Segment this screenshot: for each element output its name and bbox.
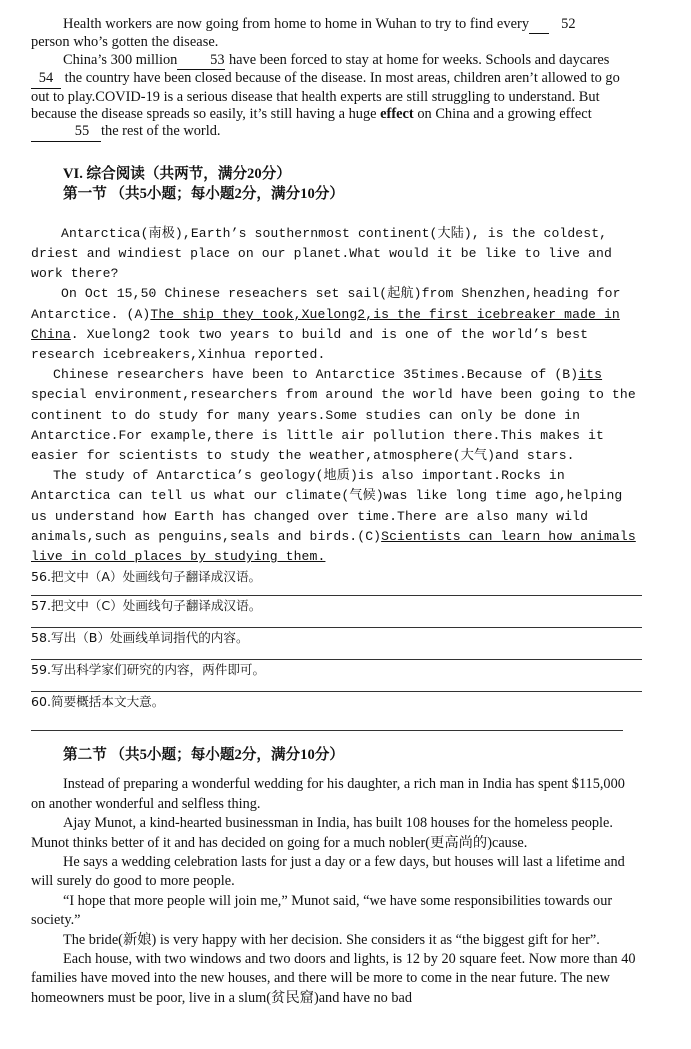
cloze-text: the country have been closed because of the disease. In most areas, children aren’t allowed to go out to play.COVID-19 is a serious disease that health experts are still struggling to understand. But because the disease spreads so easily, it’s still having a huge <box>31 70 620 123</box>
reading-passage <box>31 224 641 567</box>
underlined-sentence-a: The ship they took,Xuelong2,is the first icebreaker made in China <box>31 306 620 342</box>
cloze-text: China’s 300 million <box>63 51 178 68</box>
passage-paragraph-1: Antarctica(南极),Earth’s southernmost continent(大陆), is the coldest, driest and windiest place on our planet.What would it be like to live and work there? <box>31 225 612 282</box>
question-57: 57.把文中（C）处画线句子翻译成汉语。 <box>31 596 642 628</box>
cloze-text: the rest of the world. <box>101 123 221 140</box>
passage-paragraph-4 <box>31 466 641 567</box>
question-58: 58.写出（B）处画线单词指代的内容。 <box>31 628 642 660</box>
underlined-word-b: its <box>578 367 603 383</box>
passage-text: The study of Antarctica’s geology(地质)is also important.Rocks in Antarctica can tell us what our climate(气候)was like long time ago,helping us understand how Earth has changed over time.There are also many wild animals,such as penguins,seals and birds.(C) <box>31 468 623 544</box>
blank-54: 54 <box>31 70 61 88</box>
cloze-paragraph-1 <box>31 16 641 52</box>
passage-text: Chinese researchers have been to Antarctice 35times.Because of (B) <box>53 367 579 383</box>
passage-paragraph-2 <box>31 284 641 365</box>
passage-text: On Oct 15,50 Chinese reseachers set sail(起航)from Shenzhen,heading for Antarctice. (A) <box>31 286 621 322</box>
passage-text: . Xuelong2 took two years to build and is one of the world’s best research icebreakers,Xinhua reported. <box>31 326 589 363</box>
cloze-text: have been forced to stay at home for weeks. Schools and daycares <box>228 51 610 68</box>
section2-heading: 第二节 （共5小题；每小题2分，满分10分） <box>63 747 344 764</box>
blank-55: 55 <box>31 123 101 141</box>
section-heading: VI. 综合阅读（共两节，满分20分） <box>63 165 291 182</box>
cloze-text: on China and a growing effect <box>417 106 592 123</box>
blank-52: 52 <box>529 16 549 34</box>
passage2-paragraph-5: The bride(新娘) is very happy with her decision. She considers it as “the biggest gift for her”. <box>63 931 600 948</box>
cloze-paragraph-2 <box>31 52 641 142</box>
passage-paragraph-3 <box>31 365 641 466</box>
passage2-paragraph-1: Instead of preparing a wonderful wedding for his daughter, a rich man in India has spent $115,000 on another wonderful and selfless thing. <box>31 776 625 812</box>
blank-53: 53 <box>177 52 225 70</box>
cloze-text: person who’s gotten the disease. <box>31 34 219 51</box>
passage-2 <box>31 775 641 1008</box>
cloze-text: Health workers are now going from home to home in Wuhan to try to find every <box>63 16 530 32</box>
bold-word: effect <box>380 106 414 123</box>
question-56: 56.把文中（A）处画线句子翻译成汉语。 <box>31 567 642 596</box>
subsection-heading: 第一节 （共5小题；每小题2分，满分10分） <box>63 185 344 202</box>
underlined-sentence-c: Scientists can learn how animals live in cold places by studying them. <box>31 528 636 565</box>
question-60: 60.简要概括本文大意。 <box>31 694 165 710</box>
passage2-paragraph-4: “I hope that more people will join me,” Munot said, “we have some responsibilities towards our society.” <box>31 892 613 929</box>
question-list <box>31 567 642 723</box>
passage2-paragraph-2: Ajay Munot, a kind-hearted businessman in India, has built 108 houses for the homeless people. Munot thinks better of it and has decided on going for a much nobler(更高尚的)cause. <box>31 815 613 851</box>
passage2-paragraph-6: Each house, with two windows and two doors and lights, is 12 by 20 square feet. Now more than 40 families have moved into the new houses, and there will be more to come in the near future. The new homeowners must be poor, live in a slum(贫民窟)and have no bad <box>31 950 636 1006</box>
passage2-paragraph-3: He says a wedding celebration lasts for just a day or a few days, but houses will last a lifetime and will surely do good to more people. <box>31 853 625 890</box>
question-59: 59.写出科学家们研究的内容，两件即可。 <box>31 660 642 692</box>
passage-text: special environment,researchers from around the world have been going to the continent to do study for many years.Some studies can only be done in Antarctice.For example,there is little air pollution there.This makes it easier for scientists to study the weather,atmosphere(大气)and stars. <box>31 387 636 464</box>
document-page <box>31 16 641 1008</box>
